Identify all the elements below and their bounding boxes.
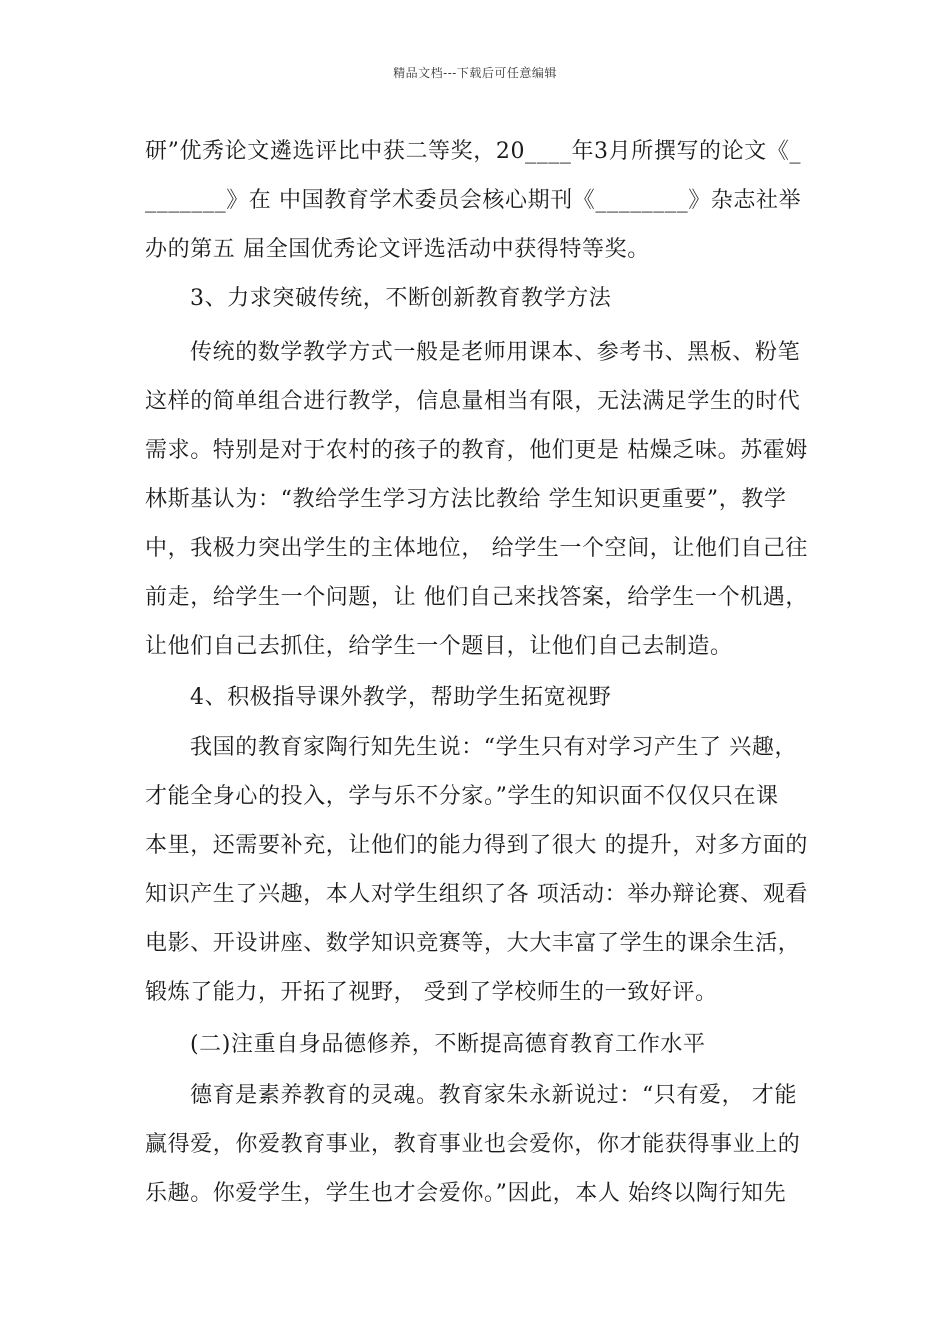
body-line: 锻炼了能力，开拓了视野， 受到了学校师生的一致好评。: [145, 980, 718, 1005]
body-line: 电影、开设讲座、数学知识竞赛等，大大丰富了学生的课余生活，: [145, 931, 801, 956]
body-line: 德育是素养教育的灵魂。教育家朱永新说过：“只有爱， 才能: [190, 1083, 798, 1108]
body-line: 传统的数学教学方式一般是老师用课本、参考书、黑板、粉笔: [190, 340, 801, 365]
body-line: 才能全身心的投入，学与乐不分家。”学生的知识面不仅仅只在课: [145, 784, 779, 809]
section-heading: 4、积极指导课外教学，帮助学生拓宽视野: [190, 685, 612, 710]
body-line: 中，我极力突出学生的主体地位， 给学生一个空间，让他们自己往: [145, 536, 808, 561]
body-line: 乐趣。你爱学生，学生也才会爱你。”因此，本人 始终以陶行知先: [145, 1181, 787, 1206]
body-line: 本里，还需要补充，让他们的能力得到了很大 的提升，对多方面的: [145, 833, 808, 858]
body-line: 研”优秀论文遴选评比中获二等奖，20____年3月所撰写的论文《_: [145, 139, 802, 164]
body-line: 知识产生了兴趣，本人对学生组织了各 项活动：举办辩论赛、观看: [145, 882, 808, 907]
body-line: 前走，给学生一个问题，让 他们自己来找答案，给学生一个机遇，: [145, 585, 808, 610]
body-line: 办的第五 届全国优秀论文评选活动中获得特等奖。: [145, 237, 650, 262]
section-heading: (二)注重自身品德修养，不断提高德育教育工作水平: [190, 1032, 706, 1057]
body-line: 让他们自己去抓住，给学生一个题目，让他们自己去制造。: [145, 634, 733, 659]
body-line: 需求。特别是对于农村的孩子的教育，他们更是 枯燥乏味。苏霍姆: [145, 438, 808, 463]
body-line: 林斯基认为：“教给学生学习方法比教给 学生知识更重要”，教学: [145, 487, 787, 512]
body-line: 赢得爱，你爱教育事业，教育事业也会爱你，你才能获得事业上的: [145, 1132, 801, 1157]
page-header: 精品文档---下载后可任意编辑: [393, 66, 557, 80]
body-line: 我国的教育家陶行知先生说：“学生只有对学习产生了 兴趣，: [190, 735, 798, 760]
body-line: _______》在 中国教育学术委员会核心期刊《________》杂志社举: [145, 188, 802, 213]
body-line: 这样的简单组合进行教学，信息量相当有限，无法满足学生的时代: [145, 389, 801, 414]
section-heading: 3、力求突破传统，不断创新教育教学方法: [190, 286, 612, 311]
